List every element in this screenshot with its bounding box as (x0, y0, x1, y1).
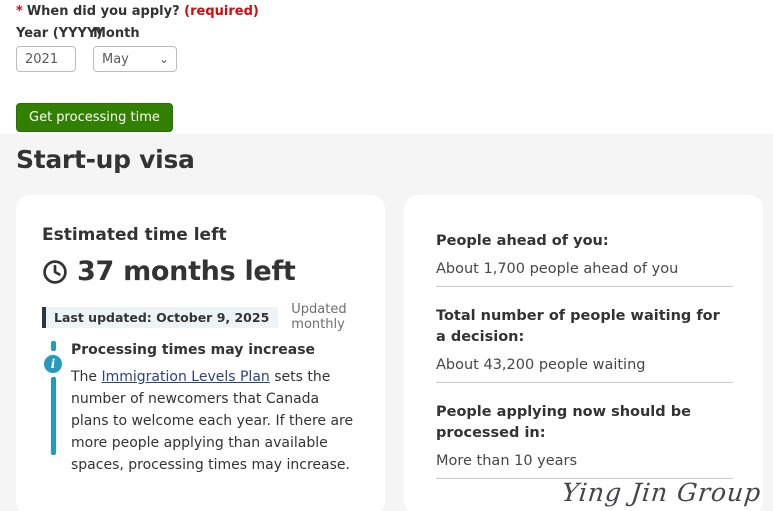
month-label: Month (93, 26, 140, 41)
stat-item (436, 402, 733, 479)
notice-rail-dash (51, 341, 56, 351)
processing-time-form (0, 0, 773, 132)
stat-value-people-ahead: About 1,700 people ahead of you (436, 261, 733, 287)
stat-item (436, 231, 733, 287)
required-note: (required) (184, 4, 259, 19)
page-title: Start-up visa (16, 145, 195, 174)
notice-title: Processing times may increase (71, 342, 316, 358)
stat-label-people-ahead: People ahead of you: (436, 233, 609, 249)
required-asterisk-icon: * (16, 4, 23, 19)
notice-body (71, 341, 359, 477)
time-left-value: 37 months left (77, 256, 296, 287)
notice-text-after-link: sets the number of newcomers that Canada plans to welcome each year. If there are more people applying than available spaces, processing times may increase. (71, 369, 354, 474)
month-field-group (93, 26, 177, 72)
watermark-signature: Ying Jin Group (560, 478, 763, 507)
apply-date-question-label: When did you apply? (26, 4, 180, 19)
date-fields-row (16, 26, 757, 72)
estimated-time-card (16, 195, 385, 511)
chevron-down-icon: ⌄ (158, 52, 169, 66)
year-input[interactable] (16, 46, 76, 72)
notice-text-before-link: The (71, 369, 102, 385)
results-section (0, 134, 773, 511)
time-left-row (42, 256, 359, 287)
update-frequency-text: Updated monthly (291, 302, 347, 332)
estimated-time-heading: Estimated time left (42, 225, 227, 245)
notice-text (71, 366, 359, 477)
notice-rail (44, 341, 62, 477)
notice-rail-line (51, 377, 56, 455)
get-processing-time-button[interactable]: Get processing time (16, 103, 173, 132)
immigration-levels-plan-link[interactable]: Immigration Levels Plan (101, 369, 270, 385)
stat-value-total-waiting: About 43,200 people waiting (436, 357, 733, 383)
result-cards (16, 195, 766, 511)
month-selected-value: May (102, 51, 129, 67)
clock-icon (42, 259, 68, 285)
last-updated-badge: Last updated: October 9, 2025 (42, 307, 278, 328)
info-icon: i (44, 355, 62, 373)
last-updated-row (42, 302, 359, 332)
year-label: Year (YYYY) (16, 26, 103, 41)
stat-item (436, 306, 733, 383)
processing-notice (42, 341, 359, 477)
stat-value-applying-now: More than 10 years (436, 453, 733, 479)
queue-stats-card (404, 195, 763, 511)
stat-label-total-waiting: Total number of people waiting for a decision: (436, 308, 720, 346)
year-field-group (16, 26, 103, 72)
stat-label-applying-now: People applying now should be processed in: (436, 404, 691, 442)
apply-date-question (16, 4, 757, 19)
month-select[interactable] (93, 46, 177, 72)
